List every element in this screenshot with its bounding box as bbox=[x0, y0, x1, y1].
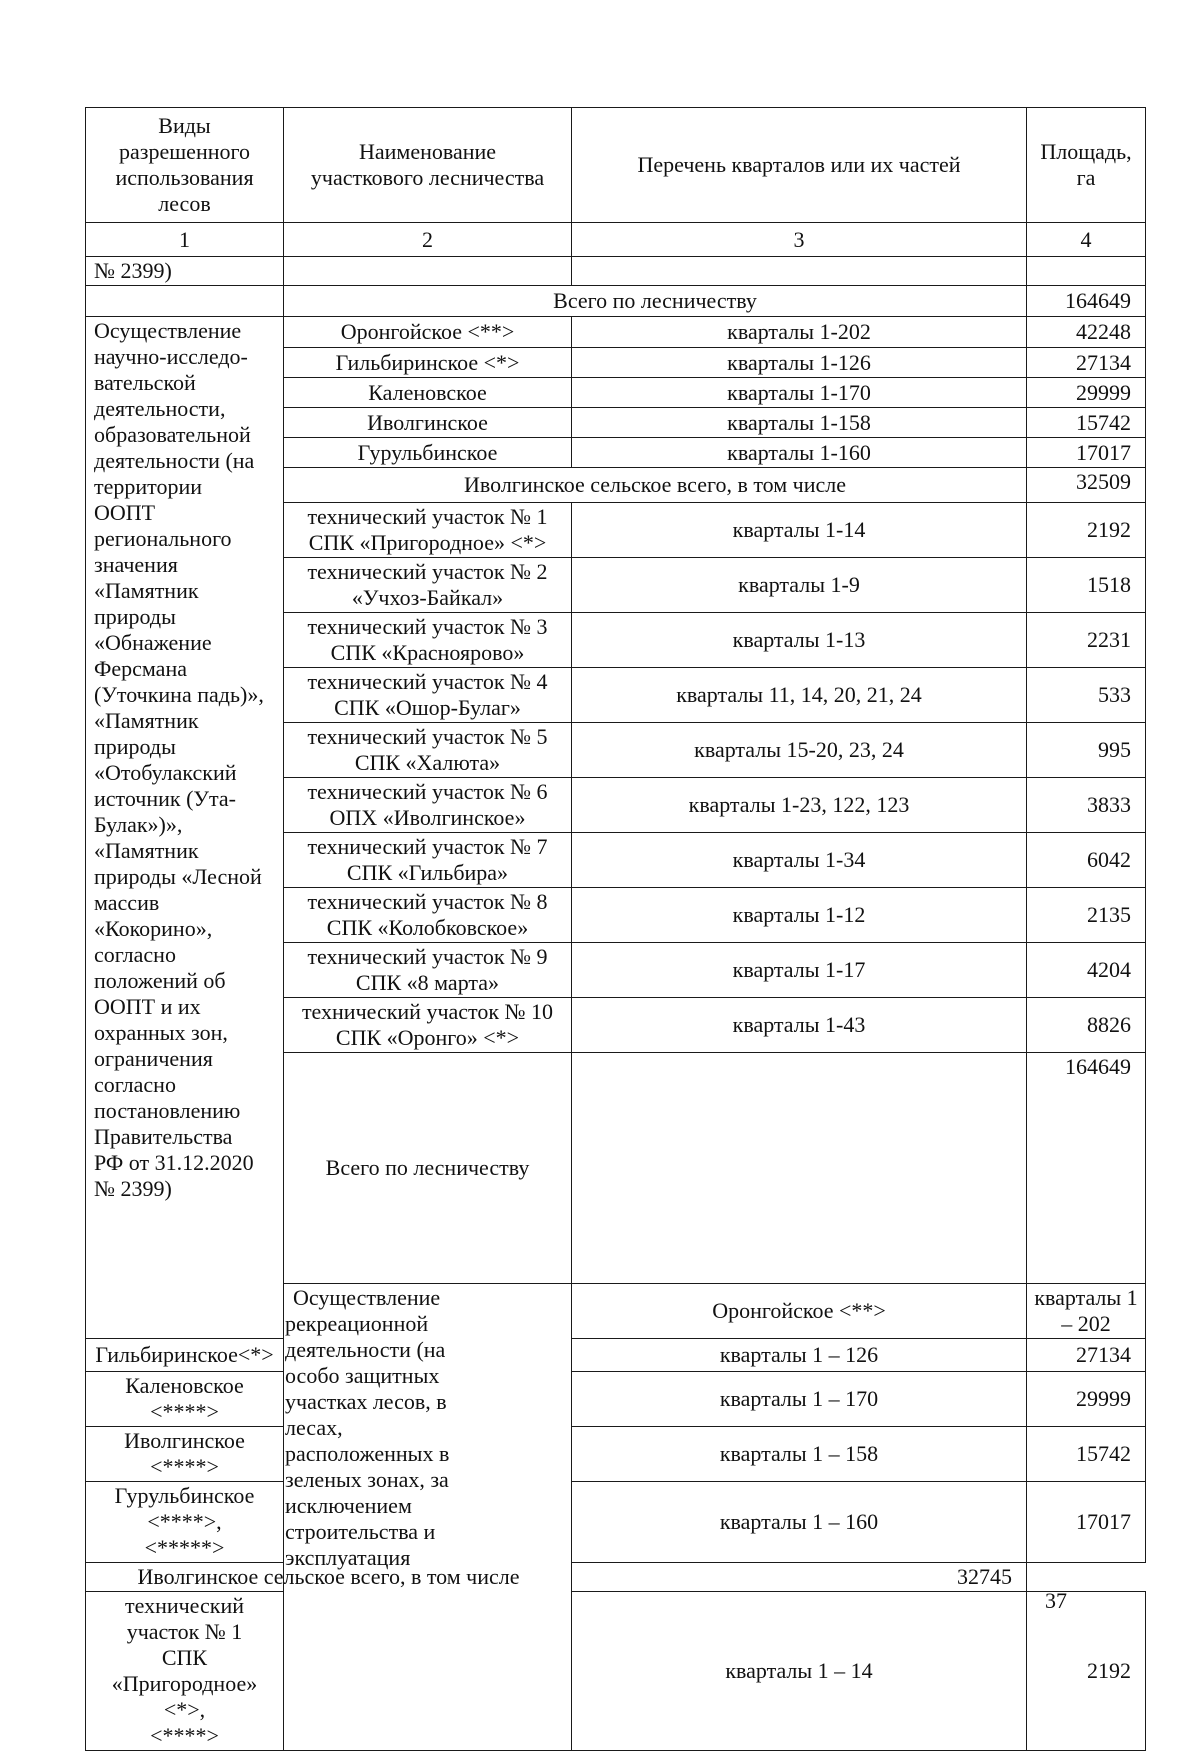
column-number: 3 bbox=[572, 223, 1027, 257]
technical-plot: технический участок № 9 СПК «8 марта» bbox=[284, 943, 572, 998]
total-label: Всего по лесничеству bbox=[284, 286, 1027, 317]
quarters: кварталы 1-14 bbox=[572, 503, 1027, 558]
area: 17017 bbox=[1027, 1482, 1146, 1563]
subtotal-label: Иволгинское сельское всего, в том числе bbox=[86, 1563, 572, 1592]
area: 15742 bbox=[1027, 1427, 1146, 1482]
header-area: Площадь, га bbox=[1027, 108, 1146, 223]
use-type-research: Осуществление научно-исследо- вательской деятельности, образовательной деятельности (на территории ООПТ регионального значения «Памятник природы «Обнажение Ферсмана (Уточкина падь)», «Памятник природы «Отобулакский источник (Ута- Булак»)», «Памятник природы «Лесной массив «Кокорино», согласно положений об ООПТ и их охранных зон, ограничения согласно постановлению Правительства РФ от 31.12.2020 № 2399) bbox=[86, 317, 284, 1339]
quarters: кварталы 1-43 bbox=[572, 998, 1027, 1053]
forestry-name: Гурульбинское <****>, <*****> bbox=[86, 1482, 284, 1563]
total-row bbox=[86, 286, 1146, 317]
column-number: 2 bbox=[284, 223, 572, 257]
area: 533 bbox=[1027, 668, 1146, 723]
technical-plot: технический участок № 6 ОПХ «Иволгинское» bbox=[284, 778, 572, 833]
technical-plot: технический участок № 4 СПК «Ошор-Булаг» bbox=[284, 668, 572, 723]
area: 2135 bbox=[1027, 888, 1146, 943]
area: 3833 bbox=[1027, 778, 1146, 833]
quarters: кварталы 1-13 bbox=[572, 613, 1027, 668]
quarters: кварталы 1-23, 122, 123 bbox=[572, 778, 1027, 833]
forestry-name: Иволгинское <****> bbox=[86, 1427, 284, 1482]
quarters: кварталы 1-9 bbox=[572, 558, 1027, 613]
area: 995 bbox=[1027, 723, 1146, 778]
quarters: кварталы 1-202 bbox=[572, 317, 1027, 348]
table-row bbox=[86, 1482, 1146, 1563]
table-row bbox=[86, 1372, 1146, 1427]
quarters: кварталы 1 – 14 bbox=[572, 1592, 1027, 1751]
technical-plot: технический участок № 10 СПК «Оронго» <*> bbox=[284, 998, 572, 1053]
column-number: 4 bbox=[1027, 223, 1146, 257]
area: 17017 bbox=[1027, 438, 1146, 468]
subtotal-label: Иволгинское сельское всего, в том числе bbox=[284, 468, 1027, 503]
quarters: кварталы 1-126 bbox=[572, 348, 1027, 378]
empty-cell bbox=[284, 257, 572, 286]
technical-plot: технический участок № 8 СПК «Колобковское» bbox=[284, 888, 572, 943]
technical-plot: технический участок № 3 СПК «Красноярово» bbox=[284, 613, 572, 668]
forestry-name: Оронгойское <**> bbox=[284, 317, 572, 348]
subtotal-area: 32745 bbox=[572, 1563, 1027, 1592]
table-row bbox=[86, 317, 1146, 348]
area: 6042 bbox=[1027, 833, 1146, 888]
area: 2192 bbox=[1027, 1592, 1146, 1751]
quarters: кварталы 1-170 bbox=[572, 378, 1027, 408]
header-number-row bbox=[86, 223, 1146, 257]
quarters: кварталы 1 – 126 bbox=[572, 1339, 1027, 1372]
area: 29999 bbox=[1027, 1372, 1146, 1427]
technical-plot: технический участок № 5 СПК «Халюта» bbox=[284, 723, 572, 778]
table-row bbox=[86, 1592, 1146, 1751]
empty-cell bbox=[572, 257, 1027, 286]
forest-use-table bbox=[85, 107, 1146, 1751]
area: 29999 bbox=[1027, 378, 1146, 408]
area: 4204 bbox=[1027, 943, 1146, 998]
total-area: 164649 bbox=[1027, 286, 1146, 317]
header-use-type: Виды разрешенного использования лесов bbox=[86, 108, 284, 223]
quarters: кварталы 1-160 bbox=[572, 438, 1027, 468]
area: 2192 bbox=[1027, 503, 1146, 558]
forestry-name: Гильбиринское<*> bbox=[86, 1339, 284, 1372]
total-label: Всего по лесничеству bbox=[284, 1053, 572, 1284]
quarters: кварталы 1 – 158 bbox=[572, 1427, 1027, 1482]
area: 2231 bbox=[1027, 613, 1146, 668]
empty-cell bbox=[572, 1053, 1027, 1284]
forestry-name: Гильбиринское <*> bbox=[284, 348, 572, 378]
forestry-name: Иволгинское bbox=[284, 408, 572, 438]
technical-plot: технический участок № 1 СПК «Пригородное» <*>, <****> bbox=[86, 1592, 284, 1751]
forestry-name: Оронгойское <**> bbox=[572, 1284, 1027, 1339]
use-type-recreation: Осуществление рекреационной деятельности (на особо защитных участках лесов, в лесах, расположенных в зеленых зонах, за исключением строительства и эксплуатация bbox=[284, 1284, 572, 1751]
quarters: кварталы 15-20, 23, 24 bbox=[572, 723, 1027, 778]
quarters: кварталы 1 – 170 bbox=[572, 1372, 1027, 1427]
quarters: кварталы 1 – 160 bbox=[572, 1482, 1027, 1563]
empty-cell bbox=[86, 286, 284, 317]
column-number: 1 bbox=[86, 223, 284, 257]
quarters: кварталы 1-158 bbox=[572, 408, 1027, 438]
technical-plot: технический участок № 2 «Учхоз-Байкал» bbox=[284, 558, 572, 613]
area: 27134 bbox=[1027, 348, 1146, 378]
quarters: кварталы 11, 14, 20, 21, 24 bbox=[572, 668, 1027, 723]
continuation-use-type: № 2399) bbox=[86, 257, 284, 286]
empty-cell bbox=[1027, 257, 1146, 286]
forestry-name: Гурульбинское bbox=[284, 438, 572, 468]
header-quarters: Перечень кварталов или их частей bbox=[572, 108, 1027, 223]
area: 27134 bbox=[1027, 1339, 1146, 1372]
quarters: кварталы 1-12 bbox=[572, 888, 1027, 943]
quarters: кварталы 1-34 bbox=[572, 833, 1027, 888]
area: 8826 bbox=[1027, 998, 1146, 1053]
header-row bbox=[86, 108, 1146, 223]
quarters: кварталы 1 – 202 bbox=[1027, 1284, 1146, 1339]
forestry-name: Каленовское <****> bbox=[86, 1372, 284, 1427]
header-forestry-name: Наименование участкового лесничества bbox=[284, 108, 572, 223]
area: 1518 bbox=[1027, 558, 1146, 613]
page-number: 37 bbox=[1045, 1588, 1067, 1613]
subtotal-row bbox=[86, 1563, 1146, 1592]
continuation-row bbox=[86, 257, 1146, 286]
area: 15742 bbox=[1027, 408, 1146, 438]
table-row bbox=[86, 1339, 1146, 1372]
area: 42248 bbox=[1027, 317, 1146, 348]
forestry-name: Каленовское bbox=[284, 378, 572, 408]
technical-plot: технический участок № 1 СПК «Пригородное» <*> bbox=[284, 503, 572, 558]
quarters: кварталы 1-17 bbox=[572, 943, 1027, 998]
technical-plot: технический участок № 7 СПК «Гильбира» bbox=[284, 833, 572, 888]
total-area: 164649 bbox=[1027, 1053, 1146, 1284]
subtotal-area: 32509 bbox=[1027, 468, 1146, 503]
table-row bbox=[86, 1427, 1146, 1482]
